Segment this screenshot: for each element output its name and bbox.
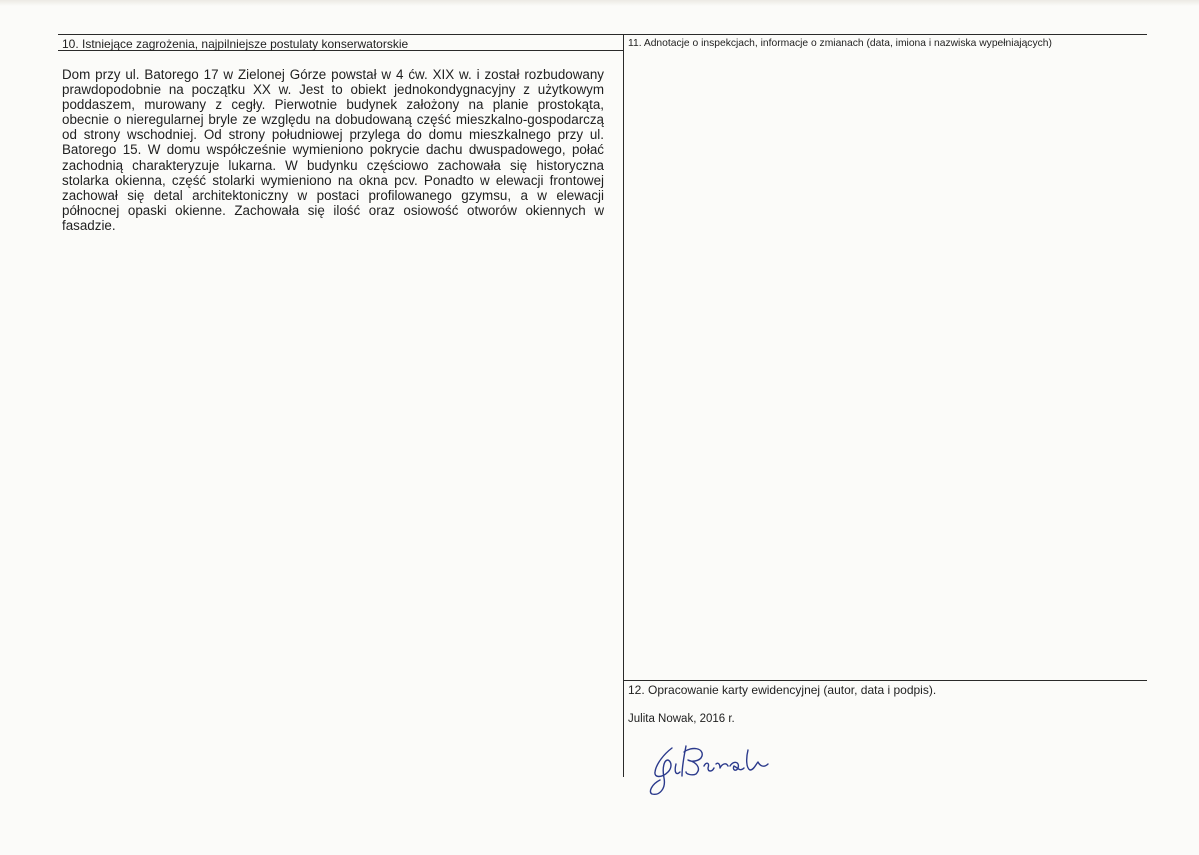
section10-body: Dom przy ul. Batorego 17 w Zielonej Górze powstał w 4 ćw. XIX w. i został rozbudowany prawdopodobnie na początku XX w. Jest to obiekt jednokondygnacyjny z użytkowym poddaszem, murowany z cegły. Pierwotnie budynek założony na planie prostokąta, obecnie o nieregularnej bryle ze względu na dobudowaną część mieszkalno-gospodarczą od strony wschodniej. Od strony południowej przylega do domu mieszkalnego przy ul. Batorego 15. W domu współcześnie wymieniono pokrycie dachu dwuspadowego, połać zachodnią charakteryzuje lukarna. W budynku częściowo zachowała się historyczna stolarka okienna, część stolarki wymieniono na okna pcv. Ponadto w elewacji frontowej zachował się detal architektoniczny w postaci profilowanego gzymsu, a w elewacji północnej opaski okienne. Zachowała się ilość oraz osiowość otworów okiennych w fasadzie. xyxy=(62,67,604,233)
top-rule xyxy=(58,34,1147,35)
section11-heading: 11. Adnotacje o inspekcjach, informacje o zmianach (data, imiona i nazwiska wypełniających) xyxy=(628,38,1052,49)
section12-heading: 12. Opracowanie karty ewidencyjnej (autor, data i podpis). xyxy=(628,683,937,697)
section10-heading: 10. Istniejące zagrożenia, najpilniejsze postulaty konserwatorskie xyxy=(62,37,409,51)
author-line: Julita Nowak, 2016 r. xyxy=(628,713,735,725)
scan-top-edge xyxy=(0,0,1199,6)
column-divider xyxy=(623,34,624,777)
section12-rule xyxy=(623,680,1147,681)
handwritten-signature-icon xyxy=(646,738,771,800)
